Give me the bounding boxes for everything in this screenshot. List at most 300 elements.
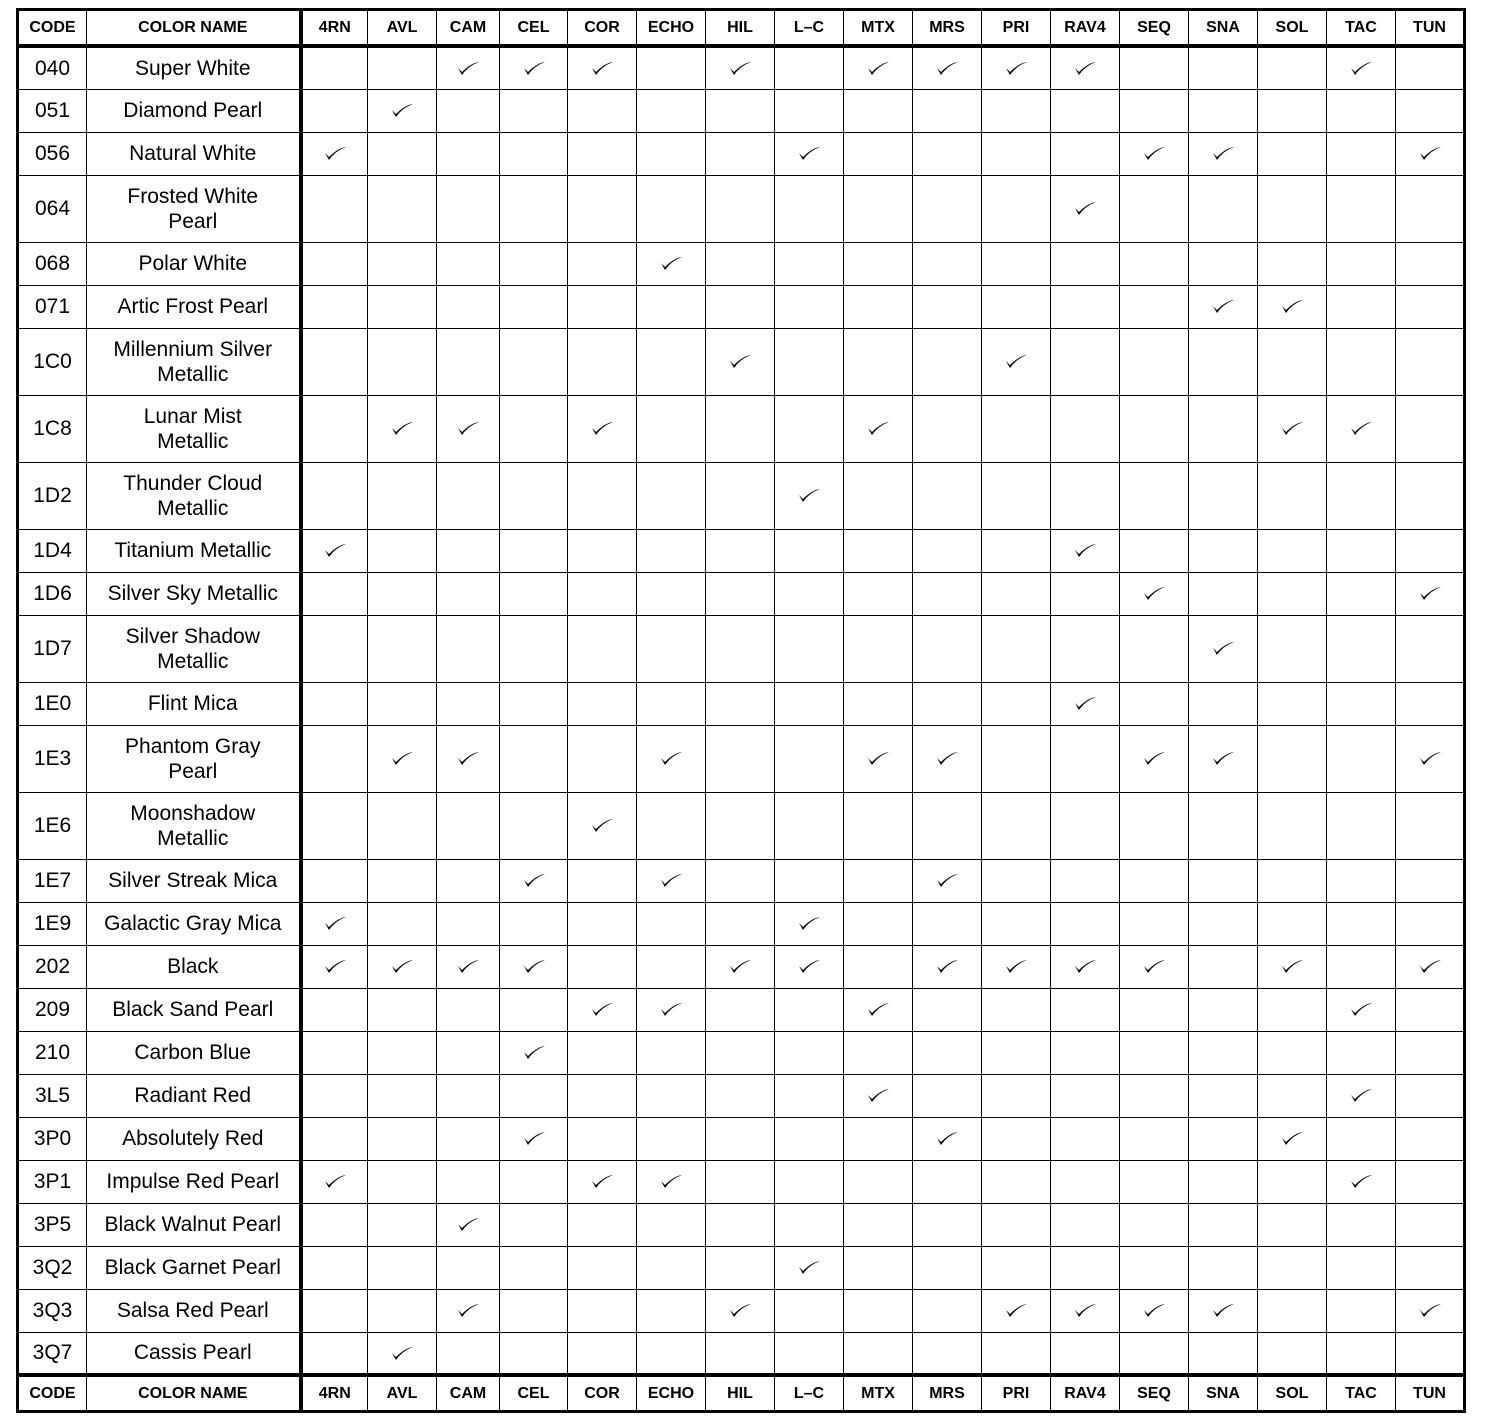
table-row [18,615,1465,682]
check-mark-icon [1280,419,1304,439]
availability-cell [301,792,368,859]
availability-cell [368,1074,437,1117]
availability-cell [706,1289,775,1332]
availability-cell [1120,1246,1189,1289]
table-row [18,1074,1465,1117]
availability-cell [637,1289,706,1332]
check-mark-icon [1142,749,1166,769]
availability-cell [775,902,844,945]
availability-cell [500,859,568,902]
availability-cell [1396,792,1465,859]
availability-cell [437,328,500,395]
availability-cell [706,1031,775,1074]
availability-cell [637,1117,706,1160]
availability-cell [437,242,500,285]
availability-cell [1051,395,1120,462]
availability-cell [437,1117,500,1160]
check-mark-icon [323,957,347,977]
check-mark-icon [1280,297,1304,317]
availability-cell [637,1203,706,1246]
color-name-cell: Black Garnet Pearl [87,1246,301,1289]
availability-cell [1120,328,1189,395]
availability-cell [500,988,568,1031]
availability-cell [844,462,913,529]
availability-cell [1258,792,1327,859]
column-header-model: PRI [982,1375,1051,1412]
column-header-model: 4RN [301,1375,368,1412]
availability-cell [775,395,844,462]
check-mark-icon [1073,1301,1097,1321]
table-row [18,988,1465,1031]
availability-cell [568,1117,637,1160]
availability-cell [1258,462,1327,529]
color-code-cell: 209 [18,988,87,1031]
availability-cell [1327,1117,1396,1160]
availability-cell [706,1160,775,1203]
column-header-color-name: COLOR NAME [87,10,301,47]
availability-cell [1327,89,1396,132]
availability-cell [1327,242,1396,285]
availability-cell [301,395,368,462]
availability-cell [844,682,913,725]
check-mark-icon [390,1344,414,1364]
availability-cell [1120,725,1189,792]
availability-cell [500,1031,568,1074]
color-name-cell: Moonshadow Metallic [87,792,301,859]
availability-cell [1120,175,1189,242]
availability-cell [706,328,775,395]
availability-cell [1051,572,1120,615]
color-code-cell: 1E6 [18,792,87,859]
availability-cell [706,1074,775,1117]
availability-cell [568,1074,637,1117]
check-mark-icon [866,1086,890,1106]
column-header-model: AVL [368,10,437,47]
availability-cell [568,175,637,242]
availability-cell [1189,859,1258,902]
availability-cell [1258,1203,1327,1246]
check-mark-icon [390,749,414,769]
availability-cell [706,175,775,242]
check-mark-icon [522,871,546,891]
availability-cell [500,1117,568,1160]
availability-cell [913,725,982,792]
availability-cell [437,1246,500,1289]
availability-cell [500,1332,568,1375]
table-row [18,89,1465,132]
column-header-model: SEQ [1120,1375,1189,1412]
availability-cell [775,1203,844,1246]
availability-cell [637,46,706,89]
availability-cell [368,1289,437,1332]
column-header-model: TUN [1396,10,1465,47]
availability-cell [500,615,568,682]
availability-cell [568,988,637,1031]
availability-cell [500,175,568,242]
availability-cell [368,132,437,175]
availability-cell [301,902,368,945]
availability-cell [982,1203,1051,1246]
color-name-cell: Black Walnut Pearl [87,1203,301,1246]
availability-cell [1327,132,1396,175]
availability-cell [844,1160,913,1203]
column-header-model: HIL [706,1375,775,1412]
check-mark-icon [1349,1086,1373,1106]
check-mark-icon [659,254,683,274]
table-row [18,792,1465,859]
availability-cell [1258,89,1327,132]
table-row [18,945,1465,988]
availability-cell [706,725,775,792]
availability-cell [706,1332,775,1375]
check-mark-icon [456,957,480,977]
availability-cell [706,945,775,988]
check-mark-icon [1418,957,1442,977]
check-mark-icon [1004,352,1028,372]
table-row [18,1160,1465,1203]
availability-cell [1258,1289,1327,1332]
availability-cell [1396,682,1465,725]
color-name-cell: Diamond Pearl [87,89,301,132]
check-mark-icon [728,957,752,977]
availability-cell [913,615,982,682]
availability-cell [1051,725,1120,792]
availability-cell [500,395,568,462]
availability-cell [1258,1031,1327,1074]
availability-cell [1327,1160,1396,1203]
color-code-cell: 3P5 [18,1203,87,1246]
availability-cell [568,1203,637,1246]
availability-cell [913,1246,982,1289]
availability-cell [1189,132,1258,175]
availability-cell [1258,395,1327,462]
availability-cell [637,859,706,902]
availability-cell [368,285,437,328]
paint-code-chart [16,8,1466,1405]
availability-cell [368,1031,437,1074]
availability-cell [1051,902,1120,945]
check-mark-icon [323,144,347,164]
column-header-code: CODE [18,1375,87,1412]
availability-cell [1051,988,1120,1031]
availability-cell [1396,1074,1465,1117]
availability-cell [500,902,568,945]
availability-cell [775,529,844,572]
availability-cell [500,792,568,859]
availability-cell [1120,1332,1189,1375]
availability-cell [913,1031,982,1074]
availability-cell [775,572,844,615]
color-name-cell: Natural White [87,132,301,175]
availability-cell [982,1160,1051,1203]
color-code-cell: 040 [18,46,87,89]
availability-cell [500,132,568,175]
color-code-cell: 3Q7 [18,1332,87,1375]
availability-cell [437,46,500,89]
availability-cell [913,1332,982,1375]
availability-cell [568,1289,637,1332]
column-header-model: MTX [844,1375,913,1412]
availability-cell [982,988,1051,1031]
check-mark-icon [935,1129,959,1149]
availability-cell [1258,945,1327,988]
availability-cell [706,682,775,725]
availability-cell [301,1332,368,1375]
availability-cell [1051,285,1120,328]
availability-cell [437,395,500,462]
check-mark-icon [797,144,821,164]
availability-cell [1120,529,1189,572]
availability-cell [368,1160,437,1203]
check-mark-icon [1004,1301,1028,1321]
availability-cell [775,1031,844,1074]
color-name-cell: Thunder Cloud Metallic [87,462,301,529]
availability-cell [1189,945,1258,988]
availability-cell [500,1246,568,1289]
availability-cell [437,792,500,859]
availability-cell [913,285,982,328]
availability-cell [982,89,1051,132]
availability-cell [982,46,1051,89]
availability-cell [1189,988,1258,1031]
availability-cell [1258,615,1327,682]
column-header-model: ECHO [637,10,706,47]
availability-cell [437,1203,500,1246]
availability-cell [844,1289,913,1332]
availability-cell [1327,1031,1396,1074]
availability-cell [301,46,368,89]
availability-cell [1327,615,1396,682]
availability-cell [1189,1289,1258,1332]
availability-cell [568,89,637,132]
check-mark-icon [797,486,821,506]
column-header-model: TAC [1327,10,1396,47]
availability-cell [1327,328,1396,395]
color-code-cell: 1D7 [18,615,87,682]
availability-cell [1258,1117,1327,1160]
check-mark-icon [935,871,959,891]
availability-cell [844,572,913,615]
availability-cell [301,462,368,529]
availability-cell [1327,462,1396,529]
availability-cell [1258,175,1327,242]
check-mark-icon [1142,144,1166,164]
availability-cell [1189,328,1258,395]
availability-cell [1189,529,1258,572]
availability-cell [637,572,706,615]
check-mark-icon [728,59,752,79]
availability-cell [775,1332,844,1375]
availability-cell [1396,395,1465,462]
availability-cell [437,175,500,242]
availability-cell [568,132,637,175]
check-mark-icon [1073,59,1097,79]
color-name-cell: Phantom Gray Pearl [87,725,301,792]
availability-cell [1189,725,1258,792]
availability-cell [1327,1246,1396,1289]
color-name-cell: Flint Mica [87,682,301,725]
availability-cell [301,1246,368,1289]
color-name-cell: Titanium Metallic [87,529,301,572]
availability-cell [844,725,913,792]
color-code-cell: 1E7 [18,859,87,902]
check-mark-icon [728,1301,752,1321]
availability-cell [1051,132,1120,175]
availability-cell [1189,395,1258,462]
availability-cell [1258,46,1327,89]
availability-cell [1258,242,1327,285]
availability-cell [844,1203,913,1246]
color-code-cell: 202 [18,945,87,988]
availability-cell [775,328,844,395]
availability-cell [301,945,368,988]
availability-cell [1396,529,1465,572]
availability-cell [568,285,637,328]
availability-cell [568,1246,637,1289]
availability-cell [844,89,913,132]
availability-cell [982,1074,1051,1117]
availability-cell [637,1074,706,1117]
check-mark-icon [1073,199,1097,219]
availability-cell [706,1246,775,1289]
availability-cell [1258,725,1327,792]
availability-cell [368,328,437,395]
column-header-model: HIL [706,10,775,47]
availability-cell [437,1332,500,1375]
table-row [18,395,1465,462]
availability-cell [368,945,437,988]
availability-cell [1327,46,1396,89]
availability-cell [913,328,982,395]
availability-cell [637,395,706,462]
availability-cell [1120,46,1189,89]
color-code-cell: 3Q3 [18,1289,87,1332]
table-row [18,1117,1465,1160]
availability-cell [500,1160,568,1203]
availability-cell [1327,285,1396,328]
availability-cell [844,615,913,682]
check-mark-icon [866,749,890,769]
availability-cell [775,242,844,285]
availability-cell [1120,988,1189,1031]
color-name-cell: Galactic Gray Mica [87,902,301,945]
availability-cell [500,572,568,615]
check-mark-icon [522,957,546,977]
availability-cell [1189,242,1258,285]
availability-cell [913,792,982,859]
table-row [18,1246,1465,1289]
availability-cell [637,725,706,792]
availability-cell [301,328,368,395]
check-mark-icon [323,1172,347,1192]
availability-cell [913,572,982,615]
availability-cell [775,682,844,725]
availability-cell [706,902,775,945]
check-mark-icon [866,419,890,439]
availability-cell [1396,175,1465,242]
check-mark-icon [1004,957,1028,977]
check-mark-icon [456,59,480,79]
availability-cell [982,902,1051,945]
availability-cell [1120,1074,1189,1117]
availability-cell [1327,859,1396,902]
availability-cell [1051,1332,1120,1375]
availability-cell [368,1117,437,1160]
availability-cell [1258,1246,1327,1289]
availability-cell [568,529,637,572]
availability-cell [1396,988,1465,1031]
availability-cell [1327,1203,1396,1246]
availability-cell [637,529,706,572]
check-mark-icon [1073,957,1097,977]
color-code-cell: 3Q2 [18,1246,87,1289]
column-header-model: MTX [844,10,913,47]
check-mark-icon [522,1129,546,1149]
availability-cell [1258,529,1327,572]
color-name-cell: Black [87,945,301,988]
column-header-model: SNA [1189,1375,1258,1412]
availability-cell [1051,682,1120,725]
color-code-cell: 1E9 [18,902,87,945]
availability-cell [913,242,982,285]
table-row [18,725,1465,792]
availability-cell [1396,328,1465,395]
availability-cell [1396,1246,1465,1289]
availability-cell [437,89,500,132]
availability-cell [1120,945,1189,988]
availability-cell [775,175,844,242]
availability-cell [637,1246,706,1289]
check-mark-icon [659,1000,683,1020]
availability-cell [1120,615,1189,682]
availability-cell [568,1031,637,1074]
color-code-cell: 1C0 [18,328,87,395]
availability-cell [637,175,706,242]
availability-cell [982,132,1051,175]
availability-cell [301,682,368,725]
availability-cell [1396,902,1465,945]
availability-cell [301,1074,368,1117]
availability-cell [1189,902,1258,945]
availability-cell [1258,682,1327,725]
availability-cell [706,395,775,462]
availability-cell [775,792,844,859]
availability-cell [1051,1203,1120,1246]
check-mark-icon [323,914,347,934]
availability-cell [368,988,437,1031]
availability-cell [1258,1160,1327,1203]
availability-cell [913,988,982,1031]
color-code-cell: 3P0 [18,1117,87,1160]
availability-cell [982,328,1051,395]
check-mark-icon [590,816,614,836]
availability-cell [982,1289,1051,1332]
table-row [18,328,1465,395]
availability-cell [568,682,637,725]
availability-cell [637,1160,706,1203]
availability-cell [500,89,568,132]
availability-cell [637,328,706,395]
availability-cell [1120,462,1189,529]
check-mark-icon [1211,639,1235,659]
availability-cell [844,902,913,945]
availability-cell [500,1203,568,1246]
availability-cell [1396,1332,1465,1375]
check-mark-icon [935,59,959,79]
check-mark-icon [456,419,480,439]
availability-cell [368,792,437,859]
color-name-cell: Millennium Silver Metallic [87,328,301,395]
